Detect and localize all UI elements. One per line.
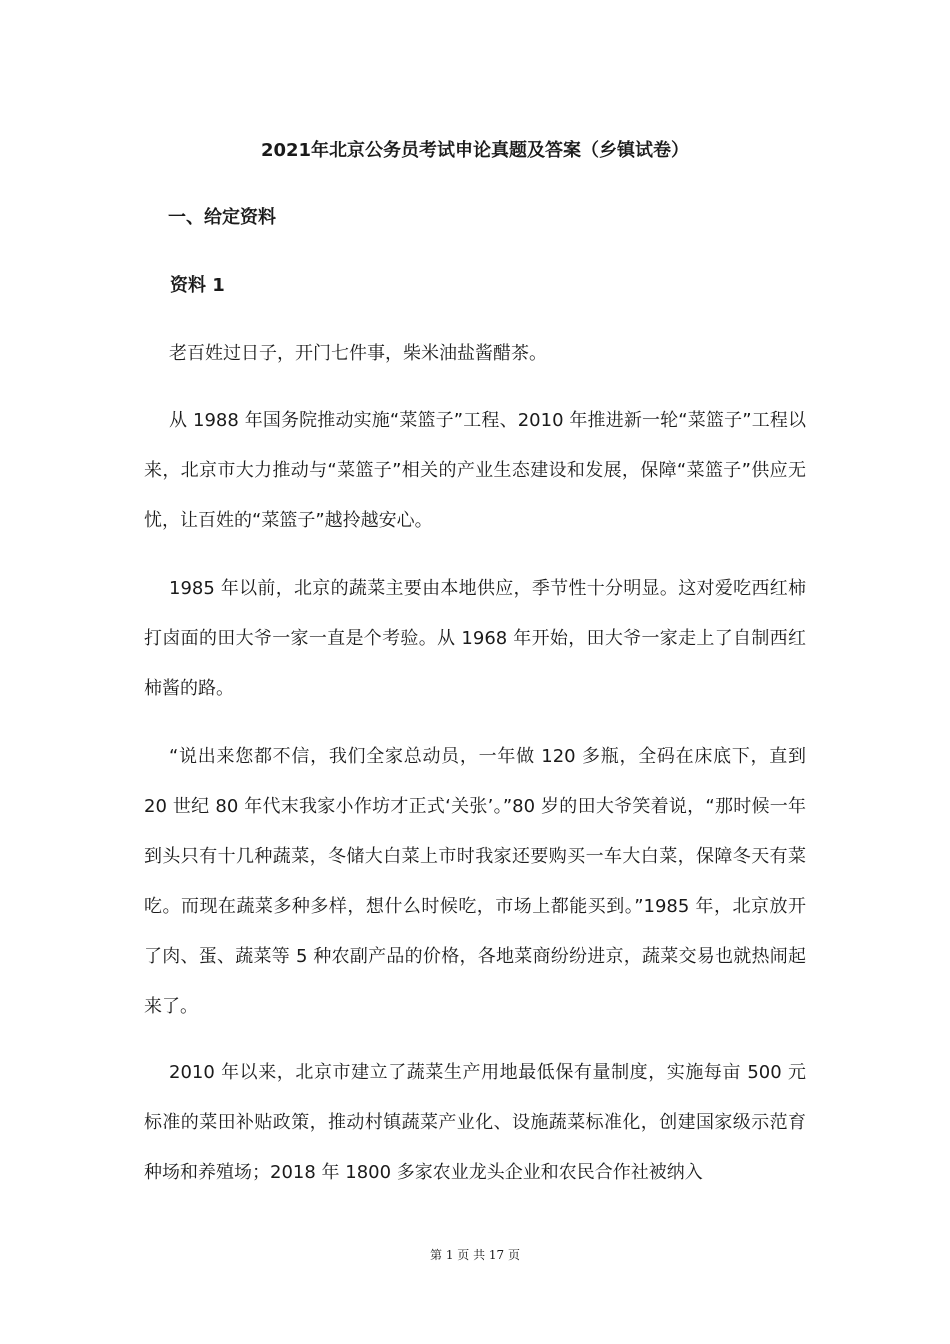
page-footer: 第 1 页 共 17 页 xyxy=(430,1248,520,1262)
body-paragraph: 从 1988 年国务院推动实施“菜篮子”工程、2010 年推进新一轮“菜篮子”工程以来，北京市大力推动与“菜篮子”相关的产业生态建设和发展，保障“菜篮子”供应无忧，让百姓的“菜篮子”越拎越安心。 xyxy=(144,410,806,531)
material-heading: 资料 1 xyxy=(170,275,225,296)
body-paragraph: 1985 年以前，北京的蔬菜主要由本地供应，季节性十分明显。这对爱吃西红柿打卤面的田大爷一家一直是个考验。从 1968 年开始，田大爷一家走上了自制西红柿酱的路。 xyxy=(144,578,806,699)
section-heading: 一、给定资料 xyxy=(168,207,276,228)
document-title: 2021年北京公务员考试申论真题及答案（乡镇试卷） xyxy=(260,140,690,161)
body-paragraph: 2010 年以来，北京市建立了蔬菜生产用地最低保有量制度，实施每亩 500 元标准的菜田补贴政策，推动村镇蔬菜产业化、设施蔬菜标准化，创建国家级示范育种场和养殖场；2018 年 1800 多家农业龙头企业和农民合作社被纳入 xyxy=(144,1062,806,1183)
body-paragraph: “说出来您都不信，我们全家总动员，一年做 120 多瓶，全码在床底下，直到 20 世纪 80 年代末我家小作坊才正式‘关张’。”80 岁的田大爷笑着说，“那时候一年到头只有十几种蔬菜，冬储大白菜上市时我家还要购买一车大白菜，保障冬天有菜吃。而现在蔬菜多种多样，想什么时候吃，市场上都能买到。”1985 年，北京放开了肉、蛋、蔬菜等 5 种农副产品的价格，各地菜商纷纷进京，蔬菜交易也就热闹起来了。 xyxy=(144,746,806,1017)
body-paragraph: 老百姓过日子，开门七件事，柴米油盐酱醋茶。 xyxy=(169,343,547,364)
